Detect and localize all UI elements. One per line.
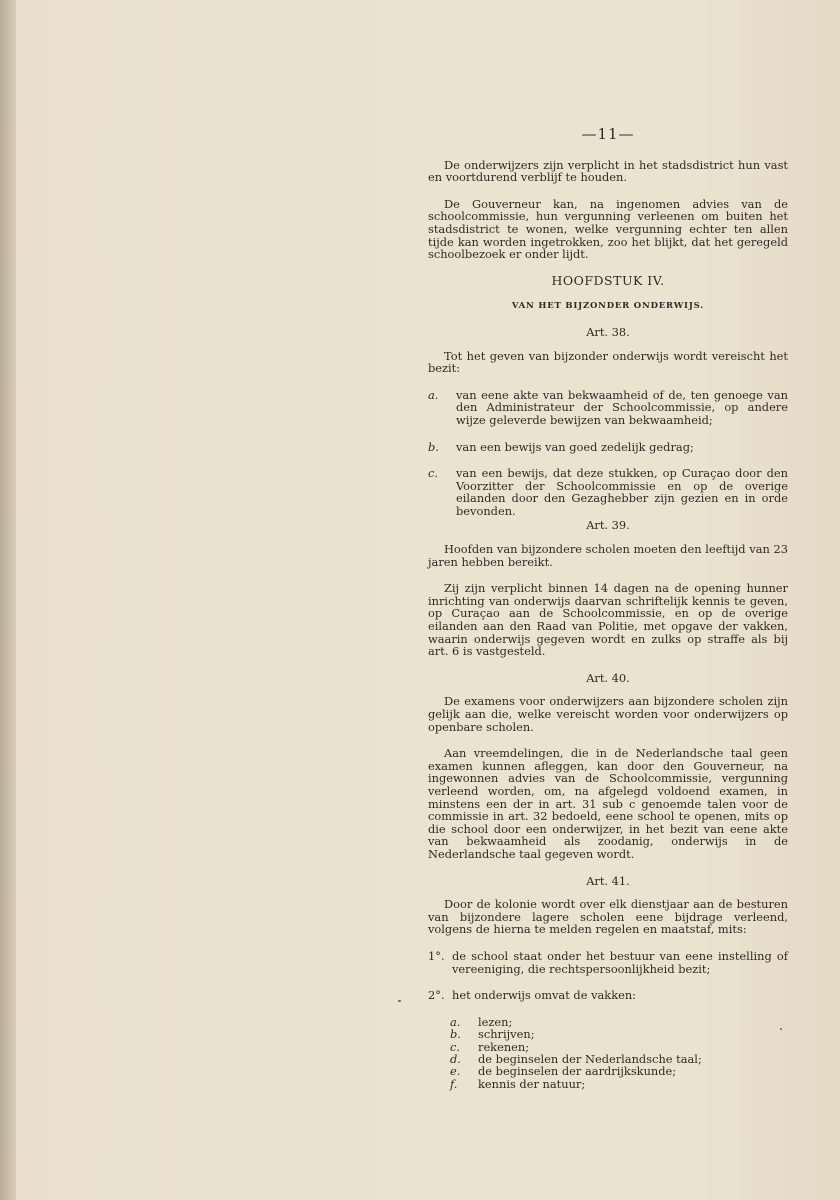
chapter-title: HOOFDSTUK IV. [551, 272, 665, 288]
subject-item [450, 1078, 788, 1090]
list-text: van een bewijs van goed zedelijk gedrag; [456, 439, 694, 454]
subject-list [450, 1016, 788, 1090]
list-label: c. [428, 466, 439, 481]
subject-label: e. [450, 1064, 461, 1079]
subject-text: rekenen; [478, 1039, 530, 1054]
paragraph: De onderwijzers zijn verplicht in het stadsdistrict hun vast en voortdurend verblijf te houden. [428, 157, 788, 185]
subject-item [450, 1065, 788, 1077]
paragraph: Door de kolonie wordt over elk dienstjaar aan de besturen van bijzondere lagere scholen eene bijdrage verleend, volgens de hierna te melden regelen en maatstaf, mits: [428, 897, 788, 937]
paragraph: De Gouverneur kan, na ingenomen advies van de schoolcommissie, hun vergunning verleenen om buiten het stadsdistrict te wonen, welke vergunning echter ten allen tijde kan worden ingetrokken, zoo het blijkt, dat het geregeld schoolbezoek er onder lijdt. [428, 196, 788, 262]
subject-label: c. [450, 1039, 461, 1054]
article-title: Art. 40. [586, 670, 630, 685]
paragraph: De examens voor onderwijzers aan bijzondere scholen zijn gelijk aan die, welke vereischt worden voor onderwijzers op openbare scholen. [428, 694, 788, 734]
binding-edge [0, 0, 16, 1200]
article-title: Art. 38. [586, 324, 630, 339]
chapter-subtitle: VAN HET BIJZONDER ONDERWIJS. [511, 301, 705, 312]
list-text: van eene akte van bekwaamheid of de, ten genoege van den Administrateur der Schoolcommissie, op andere wijze geleverde bewijzen van bekwaamheid; [456, 387, 788, 427]
subject-label: d. [450, 1051, 461, 1066]
subject-label: a. [450, 1014, 461, 1029]
subject-text: de beginselen der Nederlandsche taal; [478, 1051, 702, 1066]
subject-text: de beginselen der aardrijkskunde; [478, 1064, 677, 1079]
list-text: van een bewijs, dat deze stukken, op Curaçao door den Voorzitter der Schoolcommissie en op de overige eilanden door den Gezaghebber zijn gezien en in orde bevonden. [456, 466, 788, 518]
list-label: 2°. [428, 988, 445, 1003]
paragraph: Hoofden van bijzondere scholen moeten den leeftijd van 23 jaren hebben bereikt. [428, 542, 788, 569]
subject-text: lezen; [478, 1014, 513, 1029]
subject-text: schrijven; [478, 1027, 535, 1042]
subject-label: b. [450, 1027, 461, 1042]
subject-item [450, 1028, 788, 1040]
list-label: b. [428, 439, 439, 454]
article-title: Art. 41. [586, 873, 630, 888]
list-item [428, 441, 788, 454]
text-column [428, 125, 788, 1091]
list-text: de school staat onder het bestuur van eene instelling of vereeniging, die rechtspersoonlijkheid bezit; [452, 948, 788, 976]
paragraph: Aan vreemdelingen, die in de Nederlandsche taal geen examen kunnen afleggen, kan door den Gouverneur, na ingewonnen advies van de Schoolcommissie, vergunning verleend worden, om, na afgelegd voldoend examen, in minstens een der in art. 31 sub c genoemde talen voor de commissie in art. 32 bedoeld, eene school te openen, mits op die school door een onderwijzer, in het bezit van eene akte van bekwaamheid als zoodanig, onderwijs in de Nederlandsche taal gegeven wordt. [428, 746, 788, 861]
list-label: 1°. [428, 948, 445, 963]
list-item [428, 989, 788, 1002]
list-item [428, 467, 788, 517]
subject-text: kennis der natuur; [478, 1076, 586, 1091]
list-text: het onderwijs omvat de vakken: [452, 988, 637, 1003]
paragraph: Zij zijn verplicht binnen 14 dagen na de opening hunner inrichting van onderwijs daarvan schriftelijk kennis te geven, op Curaçao aan de Schoolcommissie, en op de overige eilanden aan den Raad van Politie, met opgave der vakken, waarin onderwijs gegeven wordt en zulks op straffe als bij art. 6 is vastgesteld. [428, 581, 788, 659]
article-title: Art. 39. [586, 518, 630, 533]
list-item [428, 389, 788, 427]
subject-label: f. [450, 1076, 458, 1091]
paragraph: Tot het geven van bijzonder onderwijs wordt vereischt het bezit: [428, 348, 788, 376]
page-number: —11— [581, 125, 635, 143]
speck-mark [398, 1000, 401, 1002]
list-item [428, 950, 788, 975]
list-label: a. [428, 387, 439, 402]
